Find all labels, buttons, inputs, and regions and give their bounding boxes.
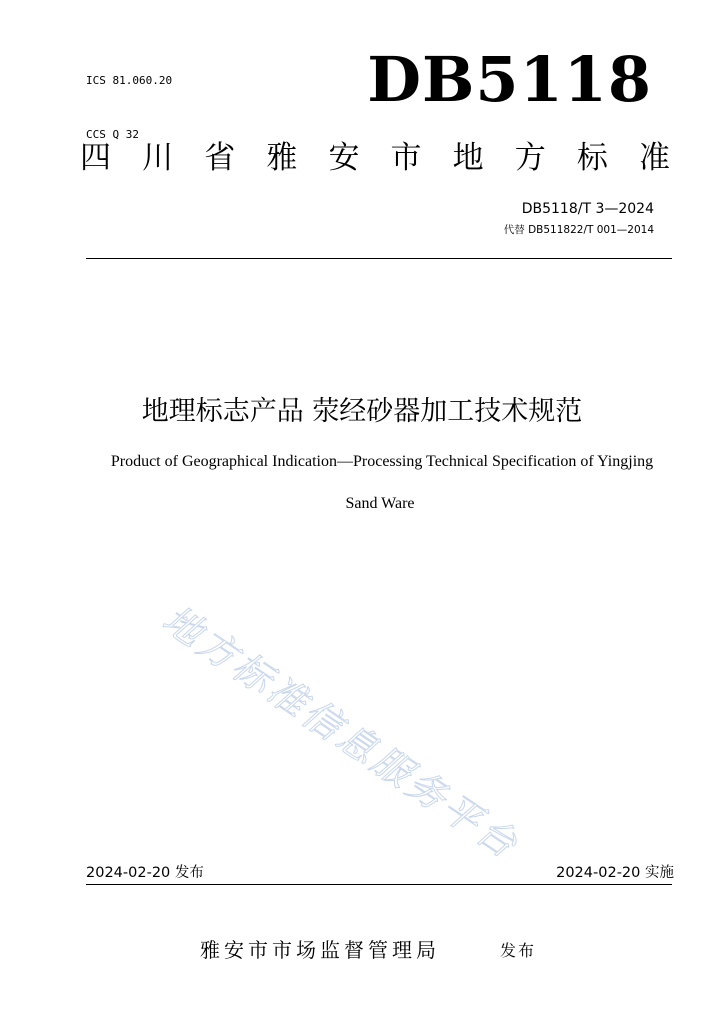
top-divider: [86, 258, 672, 259]
document-title-en-line2: Sand Ware: [345, 495, 415, 512]
ccs-code: CCS Q 32: [86, 128, 139, 141]
standard-type-char: 准: [638, 140, 670, 176]
document-title-zh: 地理标志产品 荥经砂器加工技术规范: [141, 396, 583, 427]
bottom-divider: [86, 884, 672, 885]
standard-type-char: 市: [390, 140, 422, 176]
document-title-en-line1: Product of Geographical Indication—Processing Technical Specification of Yingjing: [110, 453, 654, 470]
replaces-standard: 代替 DB511822/T 001—2014: [503, 224, 654, 236]
issuing-authority: 雅安市市场监督管理局: [200, 938, 440, 962]
watermark: 地方标准信息服务平台: [154, 596, 528, 869]
standard-type-heading: [80, 138, 670, 178]
standard-number: DB5118/T 3—2024: [521, 201, 654, 217]
standard-type-char: 川: [142, 140, 174, 176]
standard-type-char: 安: [328, 140, 360, 176]
standard-type-char: 地: [452, 140, 484, 176]
standard-type-char: 标: [576, 140, 608, 176]
standard-type-char: 四: [80, 140, 111, 176]
implementation-date: 2024-02-20 实施: [556, 865, 674, 881]
issue-date: 2024-02-20 发布: [86, 865, 204, 881]
standard-type-char: 雅: [266, 140, 298, 176]
standard-type-char: 方: [514, 140, 546, 176]
ics-code: ICS 81.060.20: [86, 74, 173, 87]
standard-code-logo: DB5118: [367, 43, 652, 116]
standard-type-char: 省: [204, 140, 236, 176]
issuing-suffix: 发布: [500, 941, 537, 960]
